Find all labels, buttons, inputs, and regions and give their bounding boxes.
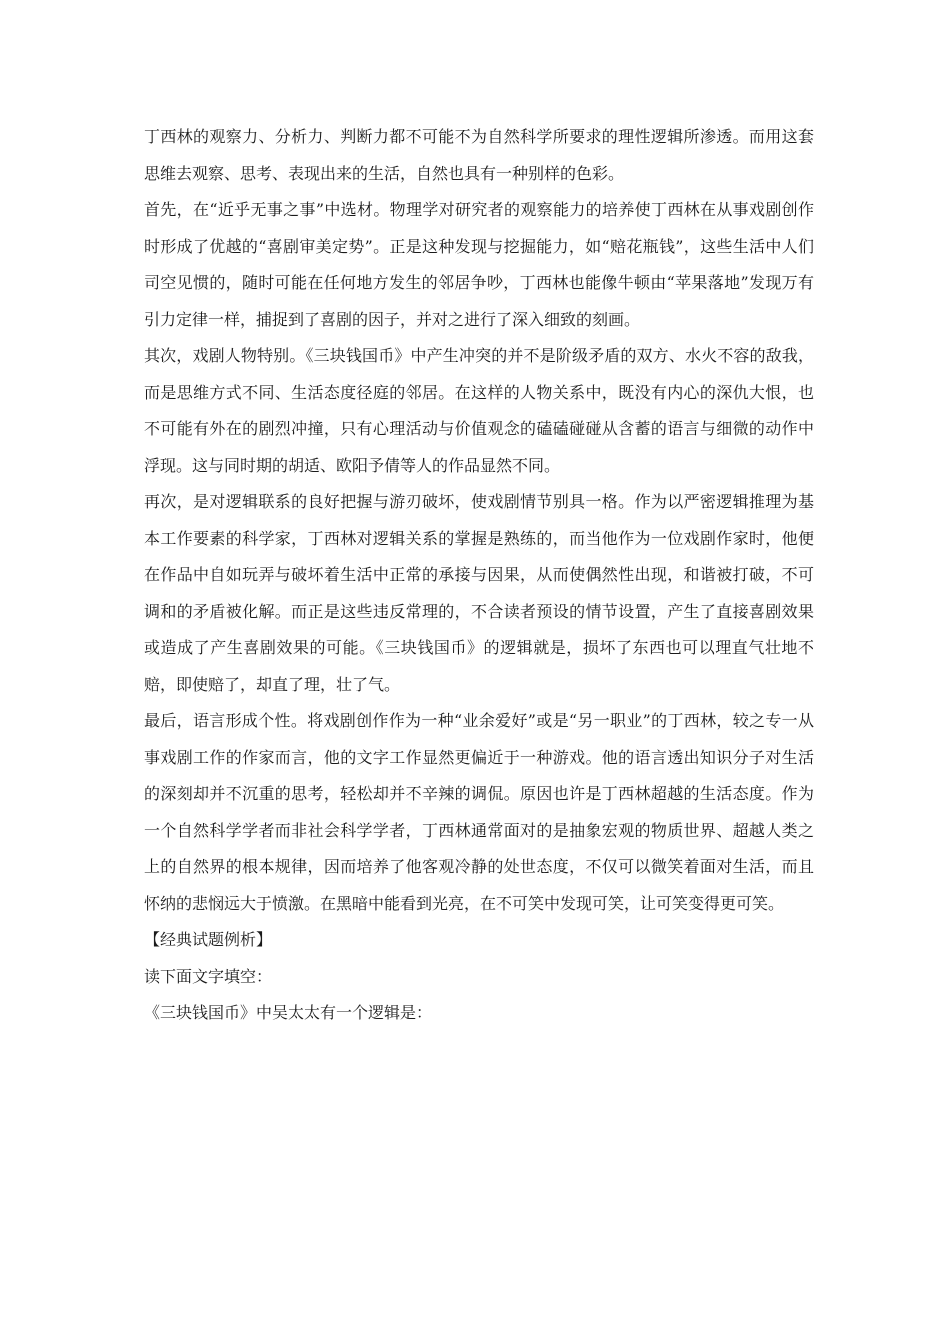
section-heading: 【经典试题例析】 bbox=[144, 930, 273, 949]
exercise-instruction: 读下面文字填空： bbox=[144, 966, 273, 986]
exercise-question: 《三块钱国币》中吴太太有一个逻辑是： bbox=[144, 1003, 433, 1022]
document-body bbox=[144, 119, 814, 1032]
paragraph-last: 最后，语言形成个性。将戏剧创作作为一种“业余爱好”或是“另一职业”的丁西林，较之专一从事戏剧工作的作家而言，他的文字工作显然更偏近于一种游戏。他的语言透出知识分子对生活的深刻却并不沉重的思考，轻松却并不辛辣的调侃。原因也许是丁西林超越的生活态度。作为一个自然科学学者而非社会科学学者，丁西林通常面对的是抽象宏观的物质世界、超越人类之上的自然界的根本规律，因而培养了他客观冷静的处世态度，不仅可以微笑着面对生活，而且怀纳的悲悯远大于愤激。在黑暗中能看到光亮，在不可笑中发现可笑，让可笑变得更可笑。 bbox=[144, 711, 814, 913]
paragraph-second: 其次，戏剧人物特别。《三块钱国币》中产生冲突的并不是阶级矛盾的双方、水火不容的敌我，而是思维方式不同、生活态度径庭的邻居。在这样的人物关系中，既没有内心的深仇大恨，也不可能有外在的剧烈冲撞，只有心理活动与价值观念的磕磕碰碰从含蓄的语言与细微的动作中浮现。这与同时期的胡适、欧阳予倩等人的作品显然不同。 bbox=[144, 346, 814, 475]
paragraph-intro: 丁西林的观察力、分析力、判断力都不可能不为自然科学所要求的理性逻辑所渗透。而用这套思维去观察、思考、表现出来的生活，自然也具有一种别样的色彩。 bbox=[144, 127, 814, 183]
paragraph-first: 首先，在“近乎无事之事”中选材。物理学对研究者的观察能力的培养使丁西林在从事戏剧创作时形成了优越的“喜剧审美定势”。正是这种发现与挖掘能力，如“赔花瓶钱”，这些生活中人们司空见惯的，随时可能在任何地方发生的邻居争吵，丁西林也能像牛顿由“苹果落地”发现万有引力定律一样，捕捉到了喜剧的因子，并对之进行了深入细致的刻画。 bbox=[144, 200, 814, 329]
paragraph-third: 再次，是对逻辑联系的良好把握与游刃破坏，使戏剧情节别具一格。作为以严密逻辑推理为基本工作要素的科学家，丁西林对逻辑关系的掌握是熟练的，而当他作为一位戏剧作家时，他便在作品中自如玩弄与破坏着生活中正常的承接与因果，从而使偶然性出现，和谐被打破，不可调和的矛盾被化解。而正是这些违反常理的，不合读者预设的情节设置，产生了直接喜剧效果或造成了产生喜剧效果的可能。《三块钱国币》的逻辑就是，损坏了东西也可以理直气壮地不赔，即使赔了，却直了理，壮了气。 bbox=[144, 492, 814, 694]
